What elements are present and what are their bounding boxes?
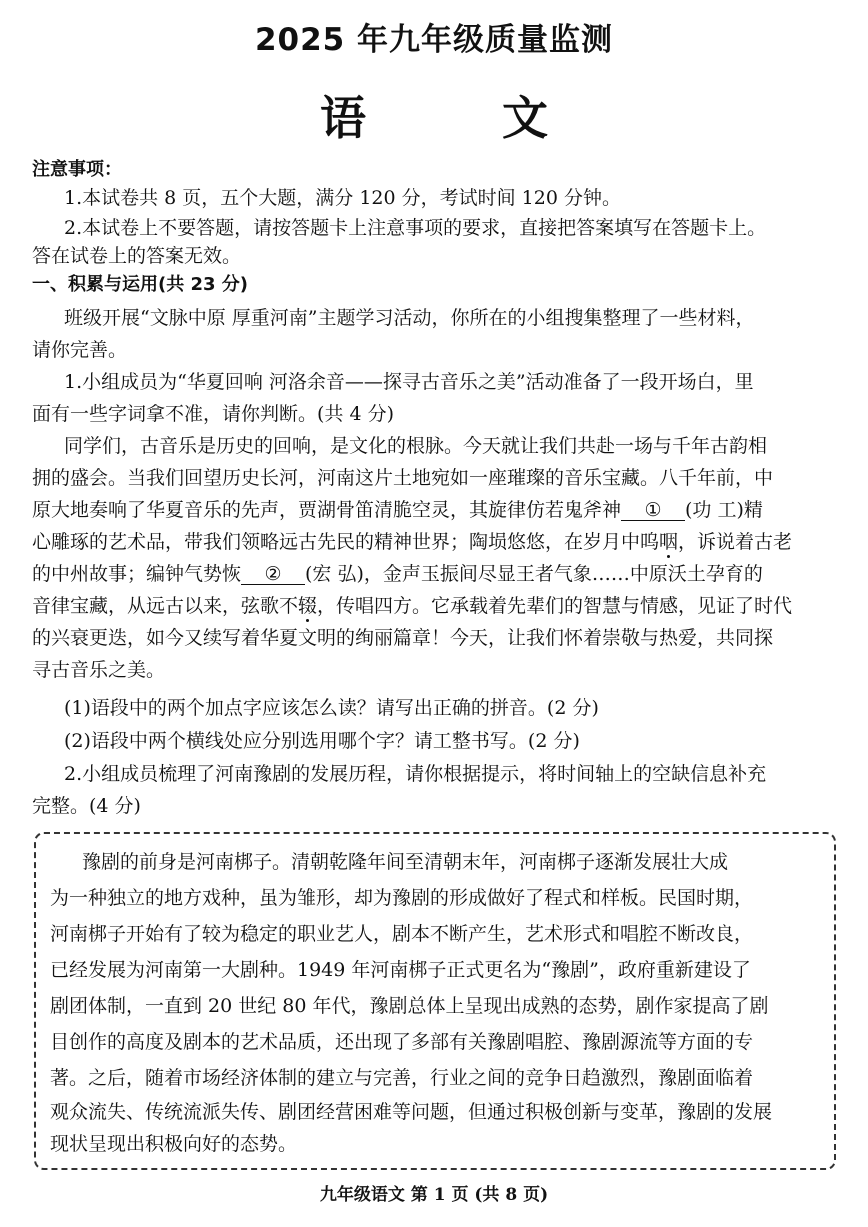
material-line-2: 为一种独立的地方戏种，虽为雏形，却为豫剧的形成做好了程式和样板。民国时期，: [50, 887, 754, 909]
material-line-8: 观众流失、传统流派失传、剧团经营困难等问题，但通过积极创新与变革，豫剧的发展: [50, 1101, 773, 1123]
passage-text: 的中州故事；编钟气势恢: [32, 563, 242, 585]
question-2-line-2: 完整。(4 分): [32, 795, 141, 817]
sub-question-2: (2)语段中两个横线处应分别选用哪个字？请工整书写。(2 分): [64, 730, 580, 752]
passage-line-7: 的兴衰更迭，如今又续写着华夏文明的绚丽篇章！今天，让我们怀着崇敬与热爱，共同探: [32, 627, 774, 649]
question-1-line-1: 1.小组成员为“华夏回响 河洛余音——探寻古音乐之美”活动准备了一段开场白，里: [64, 371, 754, 393]
sub-question-1: (1)语段中的两个加点字应该怎么读？请写出正确的拼音。(2 分): [64, 697, 599, 719]
passage-text: (功 工)精: [685, 499, 763, 521]
notice-item-2: 2.本试卷上不要答题，请按答题卡上注意事项的要求，直接把答案填写在答题卡上。: [64, 217, 767, 239]
subject-title: 语 文: [319, 91, 608, 145]
passage-text: ，传唱四方。它承载着先辈们的智慧与情感，见证了时代: [317, 595, 793, 617]
passage-line-6: [32, 592, 840, 620]
notice-item-1: 1.本试卷共 8 页，五个大题，满分 120 分，考试时间 120 分钟。: [64, 187, 621, 209]
material-box: [34, 832, 836, 1170]
passage-text: (宏 弘)，金声玉振间尽显王者气象……中原沃土孕育的: [305, 563, 763, 585]
passage-text: 音律宝藏，从远古以来，弦歌不: [32, 595, 299, 617]
passage-text: ，诉说着古老: [678, 531, 793, 553]
material-line-3: 河南梆子开始有了较为稳定的职业艺人，剧本不断产生，艺术形式和唱腔不断改良，: [50, 923, 754, 945]
material-line-9: 现状呈现出积极向好的态势。: [50, 1133, 298, 1155]
passage-line-8: 寻古音乐之美。: [32, 659, 166, 681]
section-heading: 一、积累与运用(共 23 分): [32, 274, 249, 295]
page-footer: 九年级语文 第 1 页 (共 8 页): [319, 1185, 549, 1205]
passage-text: 原大地奏响了华夏音乐的先声，贾湖骨笛清脆空灵，其旋律仿若鬼斧神: [32, 499, 622, 521]
passage-line-3: [32, 496, 840, 524]
dotted-character-2: 辍: [298, 595, 318, 617]
material-line-1: 豫剧的前身是河南梆子。清朝乾隆年间至清朝末年，河南梆子逐渐发展壮大成: [82, 851, 729, 873]
notice-item-2-cont: 答在试卷上的答案无效。: [32, 245, 242, 267]
passage-line-1: 同学们，古音乐是历史的回响，是文化的根脉。今天就让我们共赴一场与千年古韵相: [64, 435, 768, 457]
question-2-line-1: 2.小组成员梳理了河南豫剧的发展历程，请你根据提示，将时间轴上的空缺信息补充: [64, 763, 767, 785]
passage-line-5: [32, 560, 840, 588]
notice-heading: 注意事项：: [32, 159, 122, 180]
exam-title: 2025 年九年级质量监测: [254, 22, 614, 58]
section-intro-line-1: 班级开展“文脉中原 厚重河南”主题学习活动，你所在的小组搜集整理了一些材料，: [64, 307, 755, 329]
answer-blank-1: ①: [621, 500, 685, 521]
question-1-line-2: 面有一些字词拿不准，请你判断。(共 4 分): [32, 403, 394, 425]
material-line-7: 著。之后，随着市场经济体制的建立与完善，行业之间的竞争日趋激烈，豫剧面临着: [50, 1067, 754, 1089]
passage-line-4: [32, 528, 840, 556]
material-line-6: 目创作的高度及剧本的艺术品质，还出现了多部有关豫剧唱腔、豫剧源流等方面的专: [50, 1031, 754, 1053]
passage-text: 心雕琢的艺术品，带我们领略远古先民的精神世界；陶埙悠悠，在岁月中呜: [32, 531, 660, 553]
passage-line-2: 拥的盛会。当我们回望历史长河，河南这片土地宛如一座璀璨的音乐宝藏。八千年前，中: [32, 467, 774, 489]
answer-blank-2: ②: [241, 564, 305, 585]
material-line-5: 剧团体制，一直到 20 世纪 80 年代，豫剧总体上呈现出成熟的态势，剧作家提高了剧: [50, 995, 769, 1017]
material-line-4: 已经发展为河南第一大剧种。1949 年河南梆子正式更名为“豫剧”，政府重新建设了: [50, 959, 751, 981]
dotted-character-1: 咽: [659, 531, 679, 553]
section-intro-line-2: 请你完善。: [32, 339, 128, 361]
